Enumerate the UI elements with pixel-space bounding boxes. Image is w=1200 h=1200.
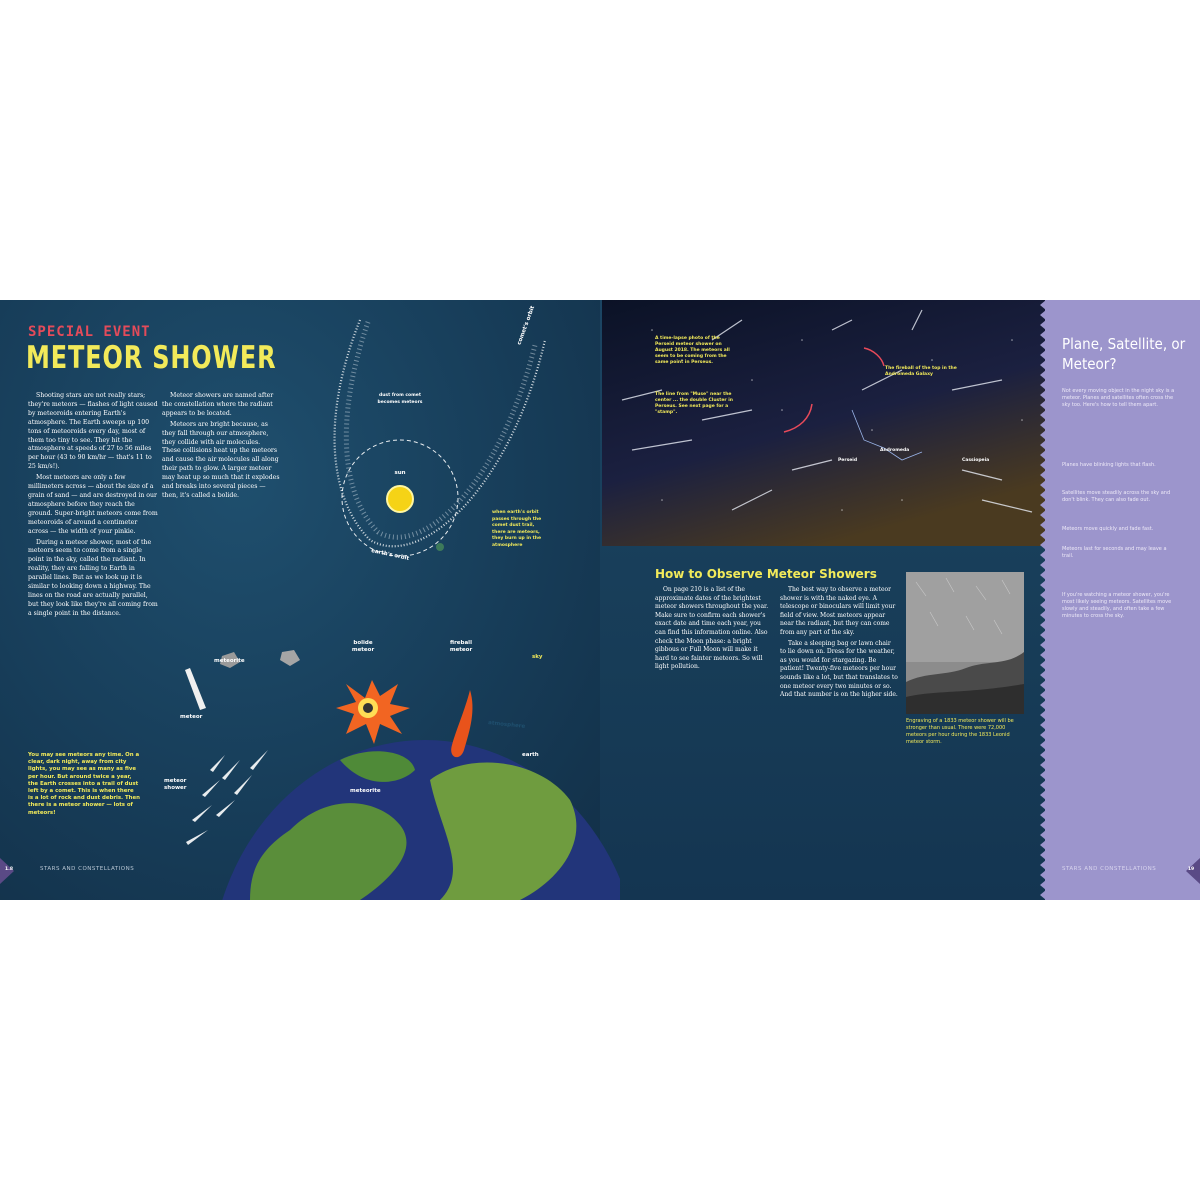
sidebar-item: Satellites move steadily across the sky and don't blink. They can also fade out.	[1062, 490, 1171, 503]
left-column-2	[162, 392, 280, 503]
sidebar-item: Meteors move quickly and fade fast.	[1062, 526, 1154, 532]
sun-icon	[387, 486, 413, 512]
paragraph: On page 210 is a list of the approximate dates of the brightest meteor showers throughout the year. Make sure to confirm each shower's exact date and time each year, you can find this information online. Also check the Moon phase: a bright gibbous or Full Moon will make it hard to see fainter meteors. So will light pollution.	[655, 586, 769, 671]
earth-orbit-label: earth's orbit	[370, 548, 410, 562]
sidebar-item: Planes have blinking lights that flash.	[1062, 462, 1156, 468]
photo-note-2: The line from "Muse" near the center ... the double Cluster in Perseus. See next page for a "stamp".	[655, 392, 733, 415]
earth-pass-label: when earth's orbit passes through the comet dust trail, there are meteors, they burn up in the atmosphere	[492, 510, 542, 548]
sun-label: sun	[394, 470, 406, 476]
paragraph: Most meteors are only a few millimeters across — about the size of a grain of sand — and are destroyed in our atmosphere before they reach the ground. Super-bright meteors come from meteoroids of around a centimeter across — the width of your pinkie.	[28, 474, 158, 535]
photo-note-1: A time-lapse photo of the Perseid meteor shower on August 2018. The meteors all seem to be coming from the same point in Perseus.	[655, 336, 730, 365]
paragraph: Meteor showers are named after the constellation where the radiant appears to be located.	[162, 392, 274, 417]
sidebar-intro: Not every moving object in the night sky is a meteor. Planes and satellites often cross the sky too. Here's how to tell them apart.	[1062, 388, 1175, 408]
book-spread	[0, 300, 1200, 900]
comet-orbit-label: comet's orbit	[516, 305, 537, 346]
earth-icon	[436, 543, 444, 551]
engraving-caption: Engraving of a 1833 meteor shower will be stronger than usual. There were 72,000 meteors per hour during the 1833 Leonid meteor storm.	[906, 718, 1014, 745]
sky-label: sky	[532, 654, 543, 660]
paragraph: The best way to observe a meteor shower is with the naked eye. A telescope or binoculars will limit your field of view. Most meteors appear near the radiant, but they can come from any part of the sky.	[780, 586, 896, 636]
photo-note-3: The fireball of the top in the Andromeda Galaxy	[885, 366, 957, 377]
bolide-meteor-label: bolide meteor	[351, 640, 375, 653]
right-folio: STARS AND CONSTELLATIONS	[1062, 866, 1157, 872]
meteor-streak-icon	[185, 668, 206, 710]
paragraph: Shooting stars are not really stars; they're meteors — flashes of light caused by meteoroids entering Earth's atmosphere. The Earth sweeps up 100 tons of meteoroids every day, most of them too tiny to see. They hit the atmosphere at speeds of 27 to 56 miles per hour (43 to 90 km/hr — that's 11 to 25 km/s!).	[28, 392, 158, 471]
left-folio: STARS AND CONSTELLATIONS	[40, 866, 135, 872]
meteor-shower-label: meteor shower	[164, 778, 187, 791]
meteorite-ground-label: meteorite	[350, 788, 381, 794]
sidebar-outro: If you're watching a meteor shower, you're most likely seeing meteors. Satellites move slowly and steadily, and often take a few minutes to cross the sky.	[1062, 592, 1172, 619]
left-page-number: 1.8	[5, 867, 13, 872]
fireball-meteor-label: fireball meteor	[449, 640, 473, 653]
left-column-1	[28, 392, 158, 621]
sidebar-zigzag-edge	[1040, 300, 1052, 900]
meteorite-label: meteorite	[214, 658, 245, 664]
atmosphere-label: atmosphere	[487, 720, 526, 730]
right-column-1	[655, 586, 773, 674]
meteoroid-icon	[280, 650, 300, 666]
right-column-2	[780, 586, 898, 702]
section-kicker: SPECIAL EVENT	[28, 324, 151, 340]
right-page-number: 19	[1187, 867, 1195, 872]
paragraph: During a meteor shower, most of the meteors seem to come from a single point in the sky, called the radiant. In reality, they are falling to Earth in parallel lines. But as we look up it is similar to looking down a highway. The lines on the road are actually parallel, but they look like they're all coming from a single point in the distance.	[28, 538, 158, 617]
section-heading: How to Observe Meteor Showers	[655, 567, 877, 581]
earth-atmosphere-diagram	[140, 650, 620, 900]
meteor-label: meteor	[180, 714, 203, 720]
constellation-label: Andromeda	[880, 448, 910, 453]
constellation-label: Perseid	[838, 458, 858, 463]
meteor-frequency-note: You may see meteors any time. On a clear, dark night, away from city lights, you may see as many as five per hour. But around twice a year, the Earth crosses into a trail of dust left by a comet. This is when there is a lot of rock and dust debris. Then there is a meteor shower — lots of meteors!	[28, 752, 140, 816]
constellation-label: Cassiopeia	[962, 458, 990, 463]
sidebar-item: Meteors last for seconds and may leave a trail.	[1062, 546, 1167, 559]
page-title: METEOR SHOWER	[26, 340, 277, 376]
sidebar-title: Plane, Satellite, or Meteor?	[1062, 335, 1186, 373]
comet-orbit-diagram	[290, 300, 580, 600]
paragraph: Meteors are bright because, as they fall through our atmosphere, they collide with air molecules. These collisions heat up the meteors and cause the air molecules all along their path to glow. A larger meteor may heat up so much that it explodes and breaks into several pieces — then, it's called a bolide.	[162, 420, 280, 499]
earth-label: earth	[522, 752, 539, 758]
paragraph: Take a sleeping bag or lawn chair to lie down on. Dress for the weather, as you would for stargazing. Be patient! Twenty-five meteors per hour sounds like a lot, but that translates to one meteor every two minutes or so. And that number is on the higher side.	[780, 639, 898, 699]
engraving-image	[906, 572, 1024, 714]
dust-trail-label: dust from comet becomes meteors	[377, 393, 423, 405]
